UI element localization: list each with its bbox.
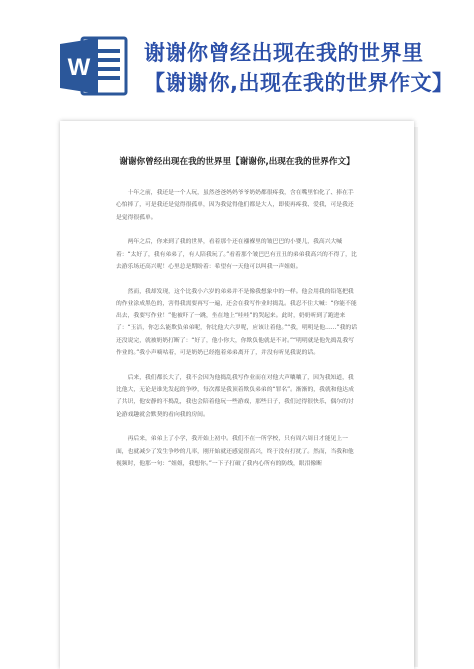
paragraph: 后来，我们都长大了，我不会因为他捣乱我写作业而在对他大声嚷嚷了，因为我知道，我比他大，无论是谁先发起的争吵，每次都是我顶着欺负弟弟的“罪名”。渐渐的，我就和他达成了共识，他安静的不捣乱，我也会陪着他玩一些游戏，那些日子，我们过得很快乐，偶尔的讨论游戏趣就会默契的看向我的房间。 — [116, 374, 354, 418]
paragraph: 再后来，弟弟上了小学，我开始上初中。我们不在一所学校，只有周六周日才能见上一面，也就减少了发生争吵的几率，刚开始就还感觉很高兴，终于没有打扰了。然而，当我和他视频时，他那一句：“姐姐，我想你。”一下子打破了我内心所有的防线，眼泪像断 — [116, 436, 354, 467]
word-document-icon — [58, 34, 130, 98]
banner-title-line1: 谢谢你曾经出现在我的世界里 — [144, 41, 424, 65]
document-title: 谢谢你曾经出现在我的世界里【谢谢你,出现在我的世界作文】 — [119, 157, 355, 167]
document-body — [116, 187, 358, 483]
banner-title-line2: 【谢谢你,出现在我的世界作文】 — [144, 71, 454, 95]
banner-title — [144, 38, 464, 98]
paragraph: 两年之后，你来到了我的世界，看着那个还在襁褓里的皱巴巴的小婴儿，我高兴大喊着：“太好了，我有弟弟了，有人陪我玩了。”看着那个皱巴巴有丑丑的弟弟我高兴的不得了，比去游乐场还高兴呢！心里总是期盼着：希望有一天他可以叫我一声姐姐。 — [116, 239, 357, 270]
banner — [0, 0, 474, 128]
paragraph: 十年之前，我还是一个人玩，虽然爸爸妈妈爷爷奶奶都很疼我，含在嘴里怕化了、捧在手心怕摔了，可是我还是觉得很孤单，因为我觉得他们都是大人，即使再疼我、爱我，可是我还是觉得很孤单。 — [116, 190, 354, 221]
word-logo-letter: W — [67, 54, 91, 81]
paragraph: 然而，我却发现，这个比我小六岁的弟弟并不是像我想象中的一样。他会用我的铅笔把我的作业涂成黑色的，害得我需要再写一遍，还会在我写作业时捣乱。我忍不住大喊：“你能不能出去，我要写作业！”他被吓了一跳，坐在地上“哇哇”的哭起来。此时，奶奶听到了跑进来了：“玉洁，你怎么能欺负弟弟呢，你比他大六岁呢，应该让着他。”“我，明明是他……”我的话还没说完，就被奶奶打断了：“好了，他小你大，你欺负他就是不对。”“明明就是他先捣乱我写作业的。”我小声嘀咕着，可是奶奶已经抱着弟弟离开了，并没有听见我说的话。 — [116, 288, 357, 357]
document-page — [60, 121, 414, 669]
